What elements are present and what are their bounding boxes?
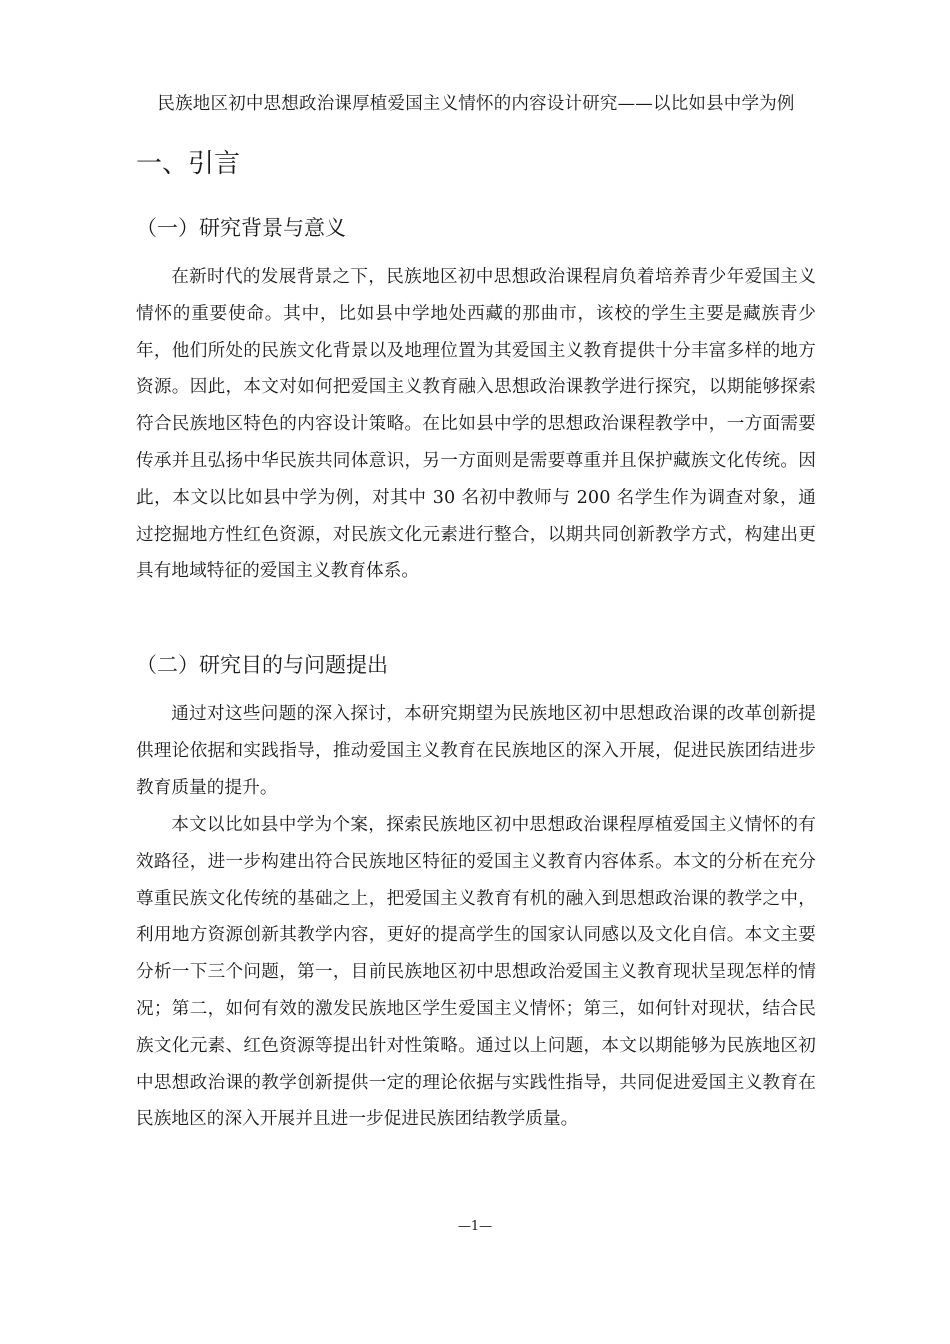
paragraph-background: 在新时代的发展背景之下，民族地区初中思想政治课程肩负着培养青少年爱国主义情怀的重要使命。其中，比如县中学地处西藏的那曲市，该校的学生主要是藏族青少年，他们所处的民族文化背景以及地理位置为其爱国主义教育提供十分丰富多样的地方资源。因此，本文对如何把爱国主义教育融入思想政治课教学进行探究，以期能够探索符合民族地区特色的内容设计策略。在比如县中学的思想政治课程教学中，一方面需要传承并且弘扬中华民族共同体意识，另一方面则是需要尊重并且保护藏族文化传统。因此，本文以比如县中学为例，对其中 30 名初中教师与 200 名学生作为调查对象，通过挖掘地方性红色资源，对民族文化元素进行整合，以期共同创新教学方式，构建出更具有地域特征的爱国主义教育体系。: [136, 267, 816, 582]
paragraph-purpose-2: 本文以比如县中学为个案，探索民族地区初中思想政治课程厚植爱国主义情怀的有效路径，进一步构建出符合民族地区特征的爱国主义教育内容体系。本文的分析在充分尊重民族文化传统的基础之上，把爱国主义教育有机的融入到思想政治课的教学之中，利用地方资源创新其教学内容，更好的提高学生的国家认同感以及文化自信。本文主要分析一下三个问题，第一，目前民族地区初中思想政治爱国主义教育现状呈现怎样的情况；第二，如何有效的激发民族地区学生爱国主义情怀；第三，如何针对现状，结合民族文化元素、红色资源等提出针对性策略。通过以上问题，本文以期能够为民族地区初中思想政治课的教学创新提供一定的理论依据与实践性指导，共同促进爱国主义教育在民族地区的深入开展并且进一步促进民族团结教学质量。: [136, 815, 816, 1130]
paragraph-purpose-1: 通过对这些问题的深入探讨，本研究期望为民族地区初中思想政治课的改革创新提供理论依据和实践指导，推动爱国主义教育在民族地区的深入开展，促进民族团结进步教育质量的提升。: [136, 704, 816, 798]
page-number: —1—: [457, 1219, 493, 1234]
section-heading-background: （一）研究背景与意义: [136, 216, 346, 240]
document-title: 民族地区初中思想政治课厚植爱国主义情怀的内容设计研究——以比如县中学为例: [157, 94, 795, 114]
section-heading-purpose: （二）研究目的与问题提出: [136, 653, 388, 677]
chapter-heading: 一、引言: [136, 149, 241, 179]
